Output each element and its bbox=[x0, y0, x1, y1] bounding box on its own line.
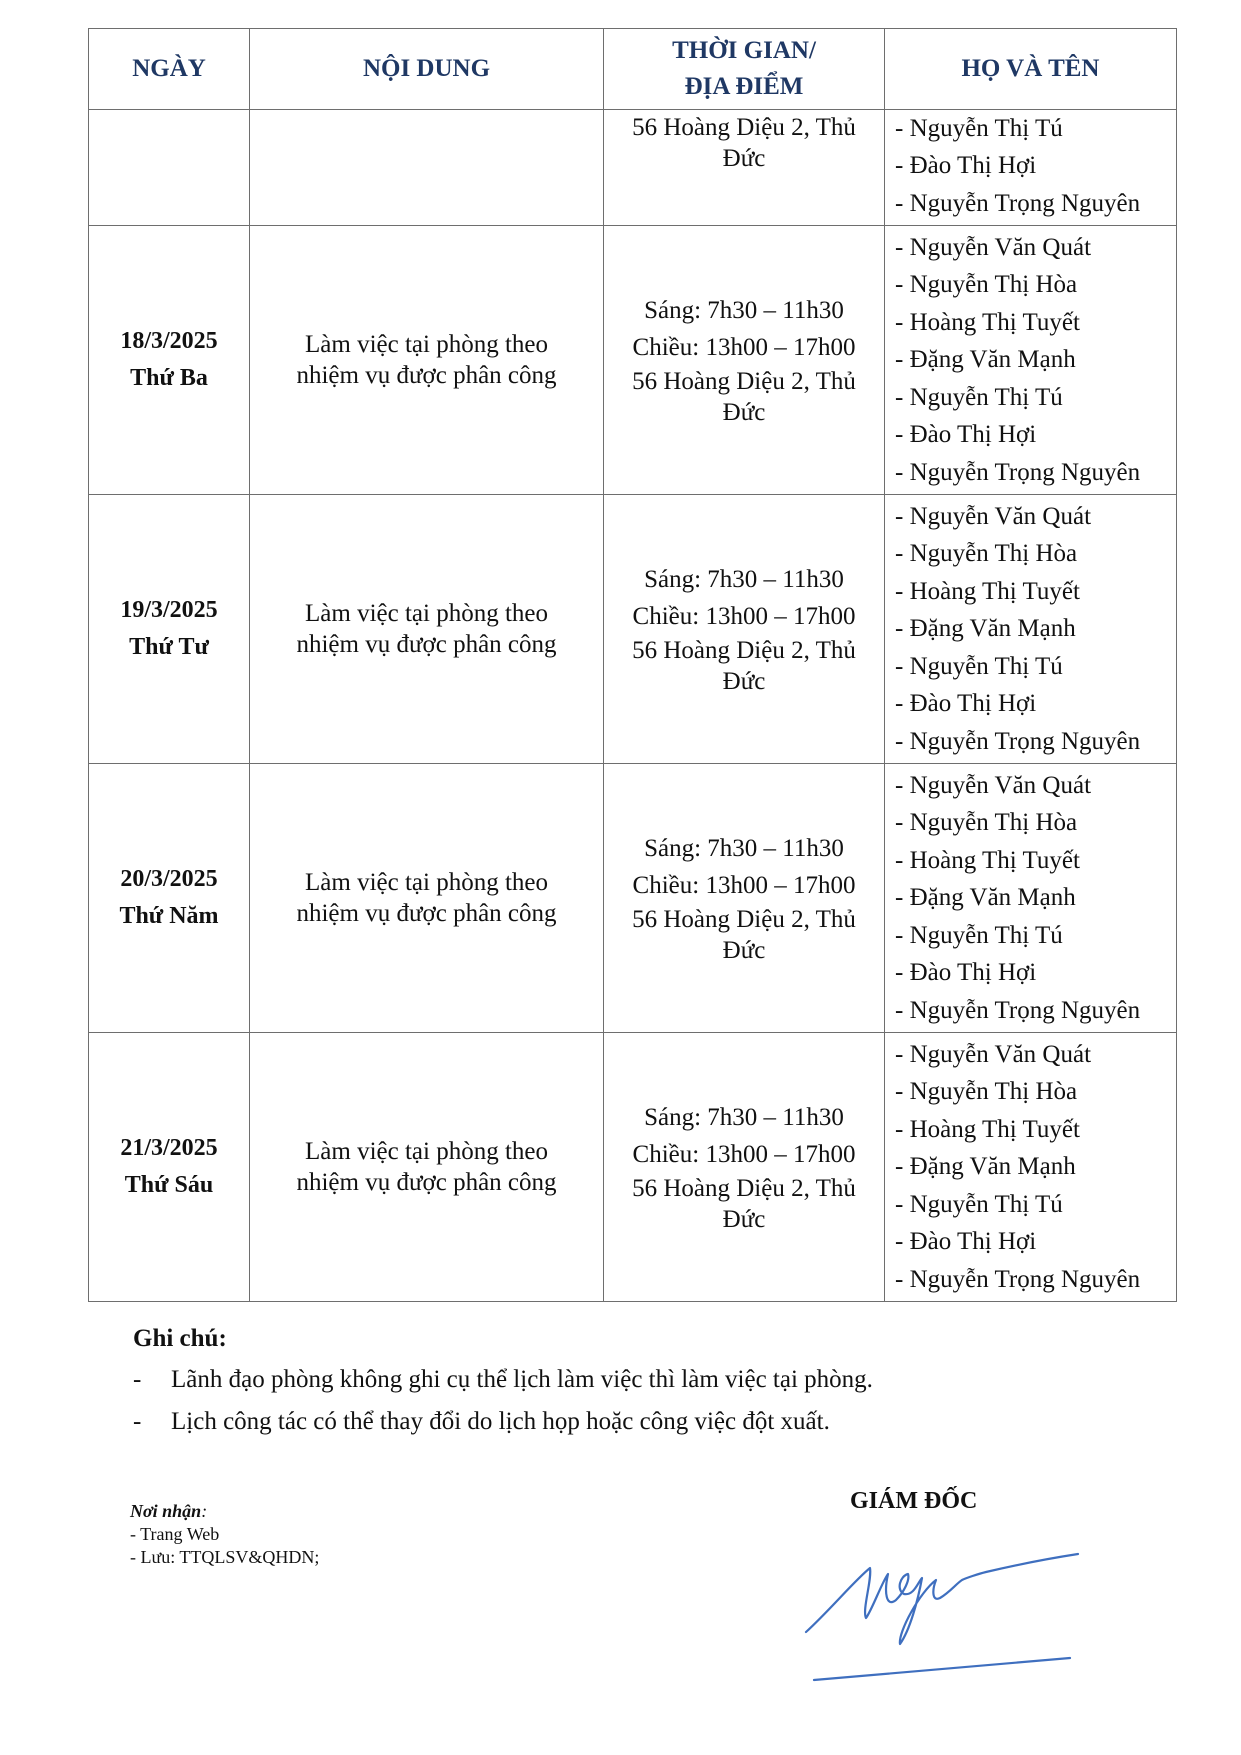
recipient-item: - Trang Web bbox=[130, 1524, 220, 1544]
recipients-section bbox=[130, 1500, 319, 1569]
cell-time-location bbox=[604, 226, 885, 495]
cell-content-empty bbox=[250, 110, 604, 226]
staff-name: - Đặng Văn Mạnh bbox=[895, 1153, 1076, 1181]
staff-name: - Nguyễn Thị Tú bbox=[895, 652, 1063, 680]
morning-time: Sáng: 7h30 – 11h30 bbox=[644, 566, 844, 593]
staff-name: - Đào Thị Hợi bbox=[895, 1228, 1037, 1256]
recipients-label: Nơi nhận bbox=[130, 1501, 202, 1521]
staff-name: - Nguyễn Thị Tú bbox=[895, 115, 1063, 142]
staff-name: - Nguyễn Trọng Nguyên bbox=[895, 1265, 1141, 1293]
staff-name: - Nguyễn Thị Tú bbox=[895, 383, 1063, 411]
table-row-continuation bbox=[89, 110, 1177, 226]
recipients-colon: : bbox=[201, 1501, 208, 1521]
note-item bbox=[133, 1401, 873, 1443]
header-time-location bbox=[604, 29, 885, 110]
content-line2: nhiệm vụ được phân công bbox=[296, 631, 557, 658]
header-names: HỌ VÀ TÊN bbox=[885, 29, 1177, 110]
location-line1: 56 Hoàng Diệu 2, Thủ bbox=[632, 114, 856, 141]
note-item bbox=[133, 1359, 873, 1401]
staff-name: - Nguyễn Văn Quát bbox=[895, 1041, 1092, 1069]
staff-name: - Nguyễn Văn Quát bbox=[895, 234, 1092, 262]
content-line2: nhiệm vụ được phân công bbox=[296, 1169, 557, 1196]
cell-content bbox=[250, 1033, 604, 1302]
staff-name: - Nguyễn Văn Quát bbox=[895, 772, 1092, 800]
cell-names bbox=[885, 1033, 1177, 1302]
table-row-day bbox=[89, 226, 1177, 495]
cell-content bbox=[250, 764, 604, 1033]
staff-name: - Đào Thị Hợi bbox=[895, 152, 1037, 180]
weekday: Thứ Tư bbox=[129, 634, 209, 660]
staff-name: - Nguyễn Thị Tú bbox=[895, 921, 1063, 949]
handwritten-signature bbox=[800, 1540, 1100, 1690]
staff-name: - Nguyễn Văn Quát bbox=[895, 503, 1092, 531]
staff-name: - Nguyễn Trọng Nguyên bbox=[895, 996, 1141, 1024]
staff-name: - Nguyễn Thị Hòa bbox=[895, 271, 1078, 299]
note-dash: - bbox=[133, 1408, 142, 1435]
staff-name: - Hoàng Thị Tuyết bbox=[895, 308, 1080, 336]
staff-name: - Đào Thị Hợi bbox=[895, 421, 1037, 449]
location-line2: Đức bbox=[722, 668, 766, 695]
location-line1: 56 Hoàng Diệu 2, Thủ bbox=[632, 368, 856, 395]
content-line2: nhiệm vụ được phân công bbox=[296, 900, 557, 927]
cell-names bbox=[885, 764, 1177, 1033]
staff-name: - Đào Thị Hợi bbox=[895, 959, 1037, 987]
morning-time: Sáng: 7h30 – 11h30 bbox=[644, 835, 844, 862]
content-line1: Làm việc tại phòng theo bbox=[305, 869, 548, 896]
staff-name: - Hoàng Thị Tuyết bbox=[895, 1115, 1080, 1143]
cell-date-empty bbox=[89, 110, 250, 226]
weekday: Thứ Ba bbox=[130, 365, 208, 391]
cell-names bbox=[885, 495, 1177, 764]
staff-name: - Hoàng Thị Tuyết bbox=[895, 846, 1080, 874]
staff-name: - Nguyễn Thị Tú bbox=[895, 1190, 1063, 1218]
date-value: 18/3/2025 bbox=[120, 328, 218, 354]
cell-content bbox=[250, 495, 604, 764]
afternoon-time: Chiều: 13h00 – 17h00 bbox=[632, 603, 856, 630]
location-line1: 56 Hoàng Diệu 2, Thủ bbox=[632, 1175, 856, 1202]
table-row-day bbox=[89, 764, 1177, 1033]
cell-date bbox=[89, 1033, 250, 1302]
note-text: Lịch công tác có thể thay đổi do lịch họp hoặc công việc đột xuất. bbox=[171, 1408, 830, 1435]
table-header-row bbox=[89, 29, 1177, 110]
afternoon-time: Chiều: 13h00 – 17h00 bbox=[632, 1141, 856, 1168]
staff-name: - Nguyễn Thị Hòa bbox=[895, 540, 1078, 568]
staff-name: - Đặng Văn Mạnh bbox=[895, 615, 1076, 643]
cell-names bbox=[885, 110, 1177, 226]
morning-time: Sáng: 7h30 – 11h30 bbox=[644, 1104, 844, 1131]
cell-time-location bbox=[604, 495, 885, 764]
date-value: 19/3/2025 bbox=[120, 597, 218, 623]
cell-date bbox=[89, 495, 250, 764]
content-line2: nhiệm vụ được phân công bbox=[296, 362, 557, 389]
content-line1: Làm việc tại phòng theo bbox=[305, 600, 548, 627]
notes-title: Ghi chú: bbox=[133, 1325, 227, 1352]
weekday: Thứ Sáu bbox=[124, 1172, 214, 1198]
location-line2: Đức bbox=[722, 145, 766, 172]
content-line1: Làm việc tại phòng theo bbox=[305, 331, 548, 358]
recipient-item: - Lưu: TTQLSV&QHDN; bbox=[130, 1547, 320, 1567]
staff-name: - Nguyễn Thị Hòa bbox=[895, 809, 1078, 837]
date-value: 20/3/2025 bbox=[120, 866, 218, 892]
location-line1: 56 Hoàng Diệu 2, Thủ bbox=[632, 906, 856, 933]
cell-content bbox=[250, 226, 604, 495]
staff-name: - Nguyễn Thị Hòa bbox=[895, 1078, 1078, 1106]
note-dash: - bbox=[133, 1366, 142, 1393]
table-row-day bbox=[89, 1033, 1177, 1302]
morning-time: Sáng: 7h30 – 11h30 bbox=[644, 297, 844, 324]
cell-time-location bbox=[604, 764, 885, 1033]
cell-date bbox=[89, 226, 250, 495]
staff-name: - Đặng Văn Mạnh bbox=[895, 884, 1076, 912]
afternoon-time: Chiều: 13h00 – 17h00 bbox=[632, 334, 856, 361]
cell-names bbox=[885, 226, 1177, 495]
cell-time-location bbox=[604, 1033, 885, 1302]
cell-time-location bbox=[604, 110, 885, 226]
location-line2: Đức bbox=[722, 1206, 766, 1233]
location-line1: 56 Hoàng Diệu 2, Thủ bbox=[632, 637, 856, 664]
header-content: NỘI DUNG bbox=[250, 29, 604, 110]
table-row-day bbox=[89, 495, 1177, 764]
header-time-line1: THỜI GIAN/ bbox=[672, 37, 816, 64]
header-date: NGÀY bbox=[89, 29, 250, 110]
staff-name: - Đặng Văn Mạnh bbox=[895, 346, 1076, 374]
content-line1: Làm việc tại phòng theo bbox=[305, 1138, 548, 1165]
director-title: GIÁM ĐỐC bbox=[850, 1488, 978, 1514]
location-line2: Đức bbox=[722, 399, 766, 426]
location-line2: Đức bbox=[722, 937, 766, 964]
staff-name: - Đào Thị Hợi bbox=[895, 690, 1037, 718]
staff-name: - Hoàng Thị Tuyết bbox=[895, 577, 1080, 605]
staff-name: - Nguyễn Trọng Nguyên bbox=[895, 189, 1141, 217]
staff-name: - Nguyễn Trọng Nguyên bbox=[895, 458, 1141, 486]
notes-section bbox=[133, 1325, 873, 1443]
cell-date bbox=[89, 764, 250, 1033]
weekday: Thứ Năm bbox=[119, 903, 219, 929]
date-value: 21/3/2025 bbox=[120, 1135, 218, 1161]
header-time-line2: ĐỊA ĐIỂM bbox=[684, 73, 804, 100]
afternoon-time: Chiều: 13h00 – 17h00 bbox=[632, 872, 856, 899]
note-text: Lãnh đạo phòng không ghi cụ thể lịch làm việc thì làm việc tại phòng. bbox=[171, 1366, 873, 1393]
schedule-table bbox=[88, 28, 1177, 1302]
staff-name: - Nguyễn Trọng Nguyên bbox=[895, 727, 1141, 755]
